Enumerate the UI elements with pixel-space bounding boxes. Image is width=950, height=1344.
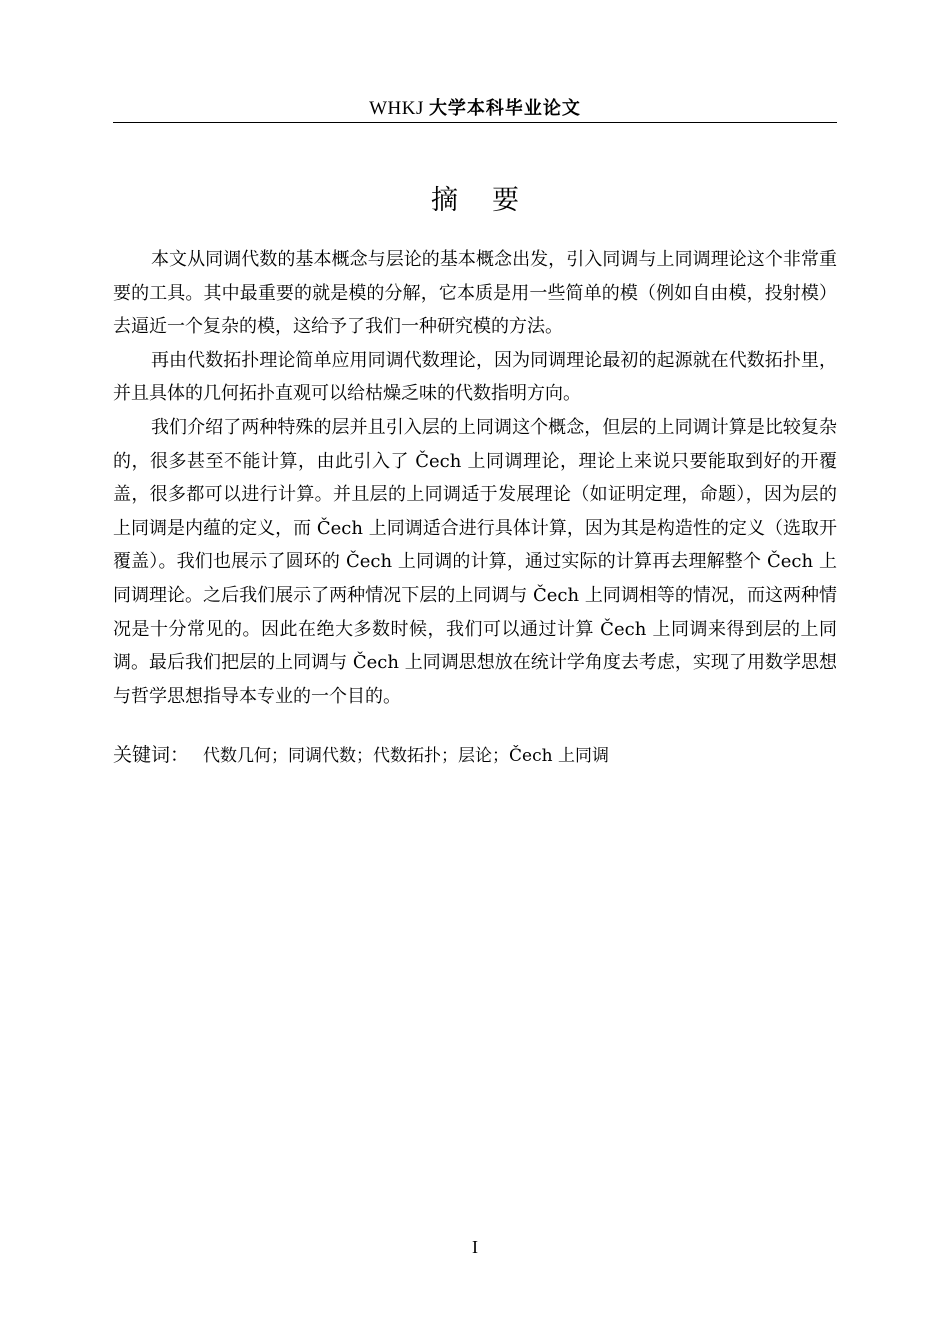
abstract-paragraph-1: 本文从同调代数的基本概念与层论的基本概念出发，引入同调与上同调理论这个非常重要的工具。其中最重要的就是模的分解，它本质是用一些简单的模（例如自由模，投射模）去逼近一个复杂的模，这给予了我们一种研究模的方法。 bbox=[113, 249, 837, 338]
keywords-list: 代数几何；同调代数；代数拓扑；层论；Čech 上同调 bbox=[203, 746, 609, 766]
header-prefix: WHKJ bbox=[369, 98, 424, 119]
page-number: I bbox=[472, 1237, 478, 1257]
keywords-line bbox=[113, 739, 837, 773]
running-header bbox=[113, 94, 837, 123]
keywords-label: 关键词： bbox=[113, 744, 190, 766]
abstract-paragraph-3: 我们介绍了两种特殊的层并且引入层的上同调这个概念，但层的上同调计算是比较复杂的，很多甚至不能计算，由此引入了 Čech 上同调理论，理论上来说只要能取到好的开覆盖，很多都可以进行计算。并且层的上同调适于发展理论（如证明定理，命题），因为层的上同调是内蕴的定义，而 Čech 上同调适合进行具体计算，因为其是构造性的定义（选取开覆盖）。我们也展示了圆环的 Čech 上同调的计算，通过实际的计算再去理解整个 Čech 上同调理论。之后我们展示了两种情况下层的上同调与 Čech 上同调相等的情况，而这两种情况是十分常见的。因此在绝大多数时候，我们可以通过计算 Čech 上同调来得到层的上同调。最后我们把层的上同调与 Čech 上同调思想放在统计学角度去考虑，实现了用数学思想与哲学思想指导本专业的一个目的。 bbox=[113, 416, 837, 707]
abstract-body bbox=[113, 243, 837, 713]
abstract-paragraph-2: 再由代数拓扑理论简单应用同调代数理论，因为同调理论最初的起源就在代数拓扑里，并且具体的几何拓扑直观可以给枯燥乏味的代数指明方向。 bbox=[113, 349, 837, 405]
abstract-title: 摘要 bbox=[431, 185, 553, 216]
header-title: 大学本科毕业论文 bbox=[428, 98, 581, 119]
